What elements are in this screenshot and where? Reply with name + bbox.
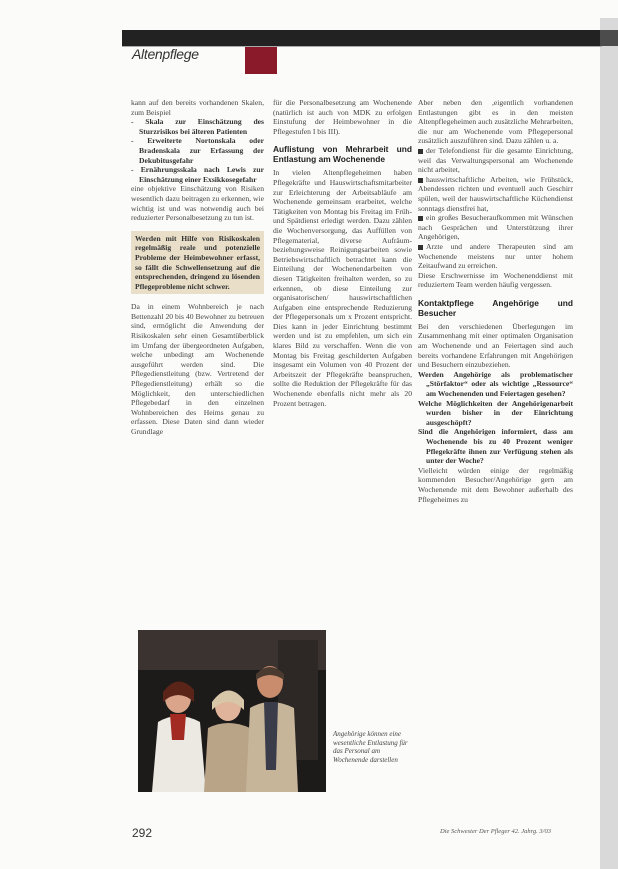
square-bullet-icon [418, 149, 423, 154]
bullet-item [418, 146, 573, 175]
list-item: - Ernährungsskala nach Lewis zur Einschätzung einer Exsikkosegefahr [131, 165, 264, 184]
paragraph: Bei den verschiedenen Überlegungen im Zusammenhang mit einer optimalen Organisation am Wochenende und an Feiertagen sind auch bereits vorhandene Erfahrungen mit Angehörigen und Besuchern einzubeziehen. [418, 321, 573, 370]
bullet-text: Arzte und andere Therapeuten sind am Wochenende meistens nur unter hohem Zeitaufwand zu erreichen. [418, 241, 573, 271]
bullet-item [418, 213, 573, 242]
page-edge-shadow [600, 18, 618, 869]
question-item: Welche Möglichkeiten der Angehörigenarbeit wurden bisher in der Einrichtung ausgeschöpft? [418, 398, 573, 427]
photo-caption: Angehörige können eine wesentliche Entlastung für das Personal am Wochenende darstellen [333, 730, 408, 764]
paragraph: für die Personalbesetzung am Wochenende (natürlich ist auch von MDK zu erfolgen Einstufung der Heimbewohner in die Pflegestufen I bis III). [273, 98, 412, 136]
paragraph: Aber neben den ,eigentlich vorhandenen Entlastungen gibt es in den meisten Altenpflegeheimen auch zusätzliche Mehrarbeiten, die nur am Wochenende vom Pflegepersonal zusätzlich auszuführen sind. Dazu zählen u. a. [418, 98, 573, 146]
list-item: - Erweiterte Nortonskala oder Bradenskala zur Erfassung der Dekubitusgefahr [131, 136, 264, 165]
paragraph: eine objektive Einschätzung von Risiken wesentlich dazu beitragen zu erkennen, wie wichtig ist und was notwendig auch bei reduzierter Personalbesetzung zu tun ist. [131, 184, 264, 223]
subheading: Kontaktpflege Angehörige und Besucher [418, 297, 573, 318]
square-bullet-icon [418, 245, 423, 250]
bullet-text: hauswirtschaftliche Arbeiten, wie Frühstück, Abendessen richten und eventuell auch Geschirr spülen, weil der hauswirtschaftliche Küchendienst sonntags dienstfrei hat, [418, 174, 573, 213]
bullet-text: der Telefondienst für die gesamte Einrichtung, weil das Verwaltungspersonal am Wochenende nicht arbeitet, [418, 145, 573, 175]
bullet-text: ein großes Besucheraufkommen mit Wünschen nach Gesprächen und Unterstützung ihrer Angehörigen, [418, 213, 573, 242]
column-2 [273, 98, 412, 408]
highlight-box: Werden mit Hilfe von Risikoskalen regelmäßig reale und potenzielle Probleme der Heimbewohner erfasst, so fällt die Schwellensetzung auf die entsprechenden, dringend zu lösenden Pflegeprobleme nicht schwer. [131, 231, 264, 295]
column-1 [131, 98, 264, 437]
paragraph: In vielen Altenpflegeheimen haben Pflegekräfte und Hauswirtschaftsmitarbeiter zur Erleichterung der Arbeitsabläufe am Wochenende gemeinsam erarbeitet, welche Tätigkeiten von Montag bis Freitag im Früh- und Spätdienst erledigt werden. Dazu zählen die Wochenversorgung, das Auffüllen von Pflegematerial, diverse Aufräum- beziehungsweise Reinigungsarbeiten sowie Betriebswirtschaftlich betrachtet kann die Einteilung der Wochenendarbeiten von diesen Tätigkeiten freihalten werden, so zu erkennen, ob diese Einteilung zur organisatorischen/ hauswirtschaftlichen Aufgaben eine entsprechende Reduzierung der Pflegepersonals um x Prozent entspricht. Dies kann in jeder Einrichtung bestimmt werden und ist zu empfehlen, um sich ein klares Bild zu verschaffen. Wenn die von Montag bis Freitag geschilderten Aufgaben insgesamt ein Volumen von 40 Prozent der Arbeitszeit der Pflegekräfte beanspruchen, sollte die Reduktion der Pflegekräfte für das Wochenende ebenfalls nicht mehr als 20 Prozent betragen. [273, 168, 412, 408]
paragraph: Da in einem Wohnbereich je nach Bettenzahl 20 bis 40 Bewohner zu betreuen sind, ermöglicht die Anwendung der Risikoskalen sehr einen Gesamtüberblick im Umfang der übergeordneten Aufgaben, welche unbedingt am Wochenende ausgeführt werden sind. Die Pflegedienstleitung (bzw. Vertretend der Pflegedienstleitung) erhält so die Möglichkeit, den unterschiedlichen Pflegebedarf in den einzelnen Wohnbereichen des Heims genau zu erfassen. Diese Daten sind dann wieder Grundlage [131, 302, 264, 436]
question-item: Sind die Angehörigen informiert, dass am Wochenende bis zu 40 Prozent weniger Pflegekräfte ihnen zur Verfügung stehen als unter der Woche? [418, 427, 573, 466]
photo-three-people [138, 630, 326, 792]
header-bar [122, 30, 618, 46]
list-item: - Skala zur Einschätzung des Sturzrisikos bei älteren Patienten [131, 117, 264, 136]
paragraph: kann auf den bereits vorhandenen Skalen, zum Beispiel [131, 98, 264, 117]
bullet-item [418, 242, 573, 271]
page-number: 292 [132, 826, 153, 840]
bullet-item [418, 175, 573, 213]
photo-illustration [138, 630, 326, 792]
section-title: Altenpflege [132, 46, 199, 62]
paragraph: Diese Erschwernisse im Wochenenddienst mit reduziertem Team werden häufig vergessen. [418, 270, 573, 290]
column-3 [418, 98, 573, 504]
square-bullet-icon [418, 178, 423, 183]
paragraph: Vielleicht würden einige der regelmäßig kommenden Besucher/Angehörige gern am Wochenende mit dem Bewohner außerhalb des Pflegeheimes zu [418, 465, 573, 504]
question-item: Werden Angehörige als problematischer „Störfaktor“ oder als wichtige „Ressource“ am Wochenenden und Feiertagen gesehen? [418, 369, 573, 399]
subheading: Auflistung von Mehrarbeit und Entlastung am Wochenende [273, 144, 412, 165]
journal-footer: Die Schwester Der Pfleger 42. Jahrg. 3/03 [440, 828, 551, 835]
square-bullet-icon [418, 216, 423, 221]
